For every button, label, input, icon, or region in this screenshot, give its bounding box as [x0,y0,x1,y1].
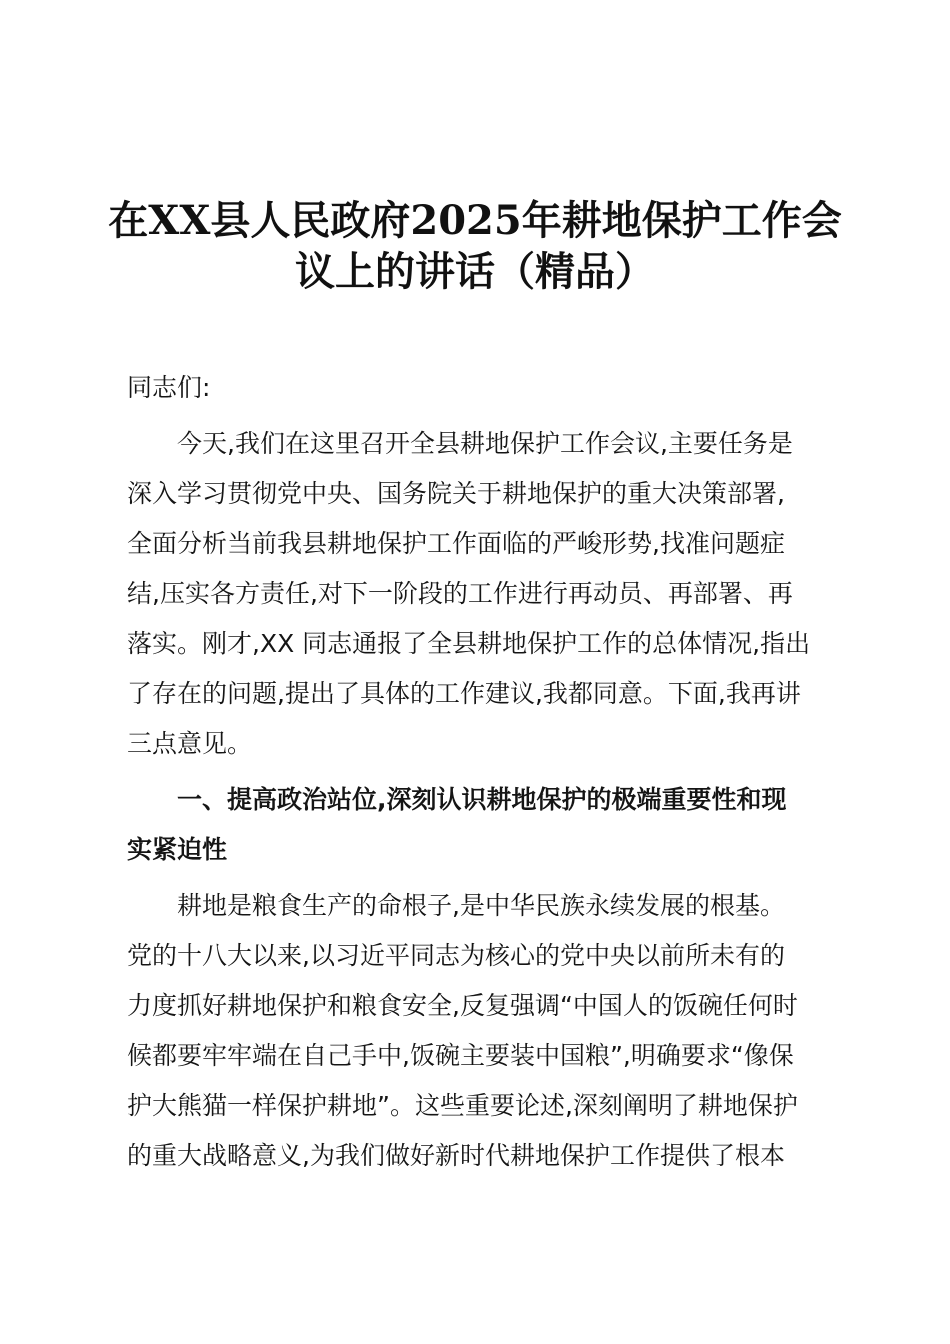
paragraph-1-line-6: 了存在的问题,提出了具体的工作建议,我都同意。下面,我再讲 [127,679,801,708]
document-title-line-2: 议上的讲话（精品） [295,248,655,295]
paragraph-2-line-6: 的重大战略意义,为我们做好新时代耕地保护工作提供了根本 [127,1141,785,1170]
section-heading-1-line-1: 一、提高政治站位,深刻认识耕地保护的极端重要性和现 [177,785,787,814]
paragraph-2-line-3: 力度抓好耕地保护和粮食安全,反复强调“中国人的饭碗任何时 [127,991,798,1020]
paragraph-1-line-7: 三点意见。 [127,729,253,758]
paragraph-2-line-5: 护大熊猫一样保护耕地”。这些重要论述,深刻阐明了耕地保护 [127,1091,798,1120]
paragraph-2-line-2: 党的十八大以来,以习近平同志为核心的党中央以前所未有的 [127,941,785,970]
paragraph-1-line-5: 落实。刚才,XX 同志通报了全县耕地保护工作的总体情况,指出 [127,629,811,658]
section-heading-1-line-2: 实紧迫性 [127,835,228,864]
paragraph-1-line-3: 全面分析当前我县耕地保护工作面临的严峻形势,找准问题症 [127,529,785,558]
paragraph-1-line-2: 深入学习贯彻党中央、国务院关于耕地保护的重大决策部署, [127,479,785,508]
paragraph-2-line-4: 候都要牢牢端在自己手中,饭碗主要装中国粮”,明确要求“像保 [127,1041,794,1070]
paragraph-1-line-1: 今天,我们在这里召开全县耕地保护工作会议,主要任务是 [177,429,793,458]
paragraph-2-line-1: 耕地是粮食生产的命根子,是中华民族永续发展的根基。 [177,891,785,920]
paragraph-1-line-4: 结,压实各方责任,对下一阶段的工作进行再动员、再部署、再 [127,579,793,608]
document-title-line-1: 在XX县人民政府2025年耕地保护工作会 [108,197,842,244]
salutation: 同志们: [127,373,211,402]
